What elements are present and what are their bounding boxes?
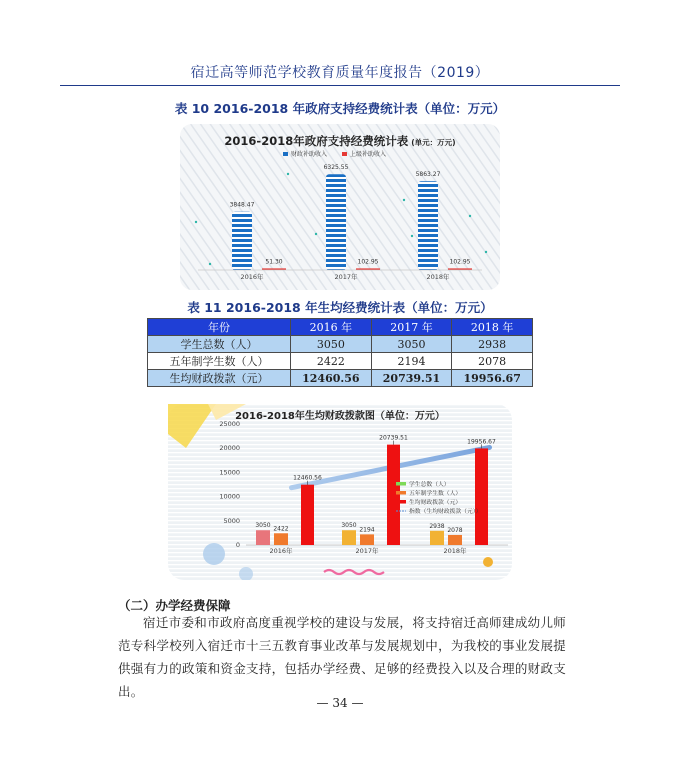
table-cell: 3050 [291, 336, 372, 353]
chart1-title-unit: (单元：万元) [411, 138, 456, 147]
chart1-data-label: 102.95 [357, 258, 379, 266]
chart2-data-label: 2194 [359, 526, 375, 534]
chart-gov-funding-svg [180, 124, 500, 290]
chart1-title: 2016-2018年政府支持经费统计表 [224, 134, 409, 148]
table11 [147, 318, 533, 387]
chart2-data-label: 2078 [447, 526, 463, 534]
table-row [148, 353, 533, 370]
chart2-data-label: 12460.56 [293, 474, 322, 482]
page-number: — 34 — [316, 696, 364, 710]
chart2-bar-per-student [475, 448, 488, 545]
chart2-y-tick-label: 10000 [219, 492, 240, 501]
table-cell: 2078 [452, 353, 533, 370]
header-rule [60, 85, 620, 86]
chart2-y-tick-label: 5000 [223, 516, 240, 525]
chart2-legend-swatch [396, 482, 406, 486]
table10-caption: 表 10 2016-2018 年政府支持经费统计表（单位：万元） [174, 101, 506, 116]
chart2-bar-per-student [301, 485, 314, 545]
chart1-decor-dot [287, 173, 289, 175]
report-header-title: 宿迁高等师范学校教育质量年度报告（2019） [190, 65, 490, 81]
chart2-x-tick-label: 2017年 [355, 547, 379, 555]
chart1-decor-dot [485, 251, 487, 253]
table11-header-cell: 2016 年 [291, 319, 372, 336]
table-cell: 2194 [371, 353, 452, 370]
chart2-bar-students [342, 530, 356, 545]
table-cell: 3050 [371, 336, 452, 353]
chart2-title: 2016-2018年生均财政拨款图（单位：万元） [235, 411, 445, 422]
chart2-bar-students [256, 530, 270, 545]
chart2-y-tick-label: 0 [235, 541, 240, 549]
chart2-bar-five-year [274, 533, 288, 545]
section-paragraph: 宿迁市委和市政府高度重视学校的建设与发展，将支持宿迁高师建成幼儿师范专科学校列入宿迁市十三五教育事业改革与发展规划中，为我校的事业发展提供强有力的政策和资金支持，包括办学经费、足够的经费投入以及合理的财政支出。 [118, 615, 566, 699]
chart2-decor-dot [483, 557, 493, 567]
chart-per-student-funding-svg [168, 404, 512, 580]
chart1-decor-dot [315, 233, 317, 235]
chart2-legend-label: 学生总数（人） [409, 482, 450, 488]
table11-header-cell: 2018 年 [452, 319, 533, 336]
chart-per-student-funding [168, 404, 512, 580]
chart1-decor-dot [411, 235, 413, 237]
table-cell: 19956.67 [452, 370, 533, 387]
chart1-bar-finance [418, 181, 438, 270]
chart2-decor-circle [203, 543, 225, 565]
chart2-bar-per-student [387, 445, 400, 545]
chart2-data-label: 3050 [255, 522, 271, 530]
chart2-bar-students [430, 531, 444, 545]
chart1-data-label: 51.30 [265, 258, 283, 266]
chart2-x-tick-label: 2016年 [269, 547, 293, 555]
chart2-y-tick-label: 20000 [219, 444, 240, 453]
chart2-y-tick-label: 25000 [219, 420, 240, 428]
chart1-decor-dot [469, 215, 471, 217]
chart2-x-tick-label: 2018年 [443, 547, 467, 555]
chart2-legend-label: 指数（生均财政拨款（元）） [409, 509, 482, 515]
table-row [148, 336, 533, 353]
row-label: 五年制学生数（人） [148, 353, 291, 370]
chart2-data-label: 19956.67 [467, 438, 496, 446]
chart2-legend-label: 五年制学生数（人） [409, 491, 462, 497]
chart1-data-label: 102.95 [449, 258, 471, 266]
table-cell: 12460.56 [291, 370, 372, 387]
table11-caption: 表 11 2016-2018 年生均经费统计表（单位：万元） [187, 300, 493, 315]
chart1-legend-swatch-2 [342, 152, 347, 156]
chart1-x-tick-label: 2018年 [426, 273, 450, 281]
table-row [148, 370, 533, 387]
chart1-legend-label-1: 财政补助收入 [291, 151, 328, 158]
chart1-bar-finance [326, 174, 346, 270]
table11-header-row [148, 319, 533, 336]
chart1-legend-swatch-1 [283, 152, 288, 156]
chart-gov-funding [180, 124, 500, 290]
chart1-data-label: 5863.27 [415, 171, 441, 179]
section-title: （二）办学经费保障 [118, 598, 231, 613]
chart2-data-label: 3050 [341, 522, 357, 530]
chart1-x-tick-label: 2017年 [334, 273, 358, 281]
row-label: 生均财政拨款（元） [148, 370, 291, 387]
table-cell: 20739.51 [371, 370, 452, 387]
chart2-bar-five-year [360, 534, 374, 545]
chart2-legend-label: 生均财政拨款（元） [409, 500, 462, 506]
table11-header-cell: 2017 年 [371, 319, 452, 336]
chart1-decor-dot [403, 199, 405, 201]
table-cell: 2938 [452, 336, 533, 353]
chart1-bar-finance [232, 212, 252, 270]
chart2-bar-five-year [448, 535, 462, 545]
chart1-decor-dot [195, 221, 197, 223]
chart2-data-label: 2938 [429, 522, 445, 530]
table-cell: 2422 [291, 353, 372, 370]
chart1-x-tick-label: 2016年 [240, 273, 264, 281]
chart2-data-label: 20739.51 [379, 434, 408, 442]
chart2-legend-swatch [396, 500, 406, 504]
row-label: 学生总数（人） [148, 336, 291, 353]
chart2-y-tick-label: 15000 [219, 468, 240, 477]
chart1-data-label: 3848.47 [229, 201, 255, 209]
chart1-data-label: 6325.55 [323, 164, 349, 172]
chart2-legend-swatch [396, 491, 406, 495]
chart1-decor-dot [209, 263, 211, 265]
chart1-legend-label-2: 上级补助收入 [350, 151, 387, 158]
chart2-data-label: 2422 [273, 525, 289, 533]
table11-header-cell: 年份 [148, 319, 291, 336]
